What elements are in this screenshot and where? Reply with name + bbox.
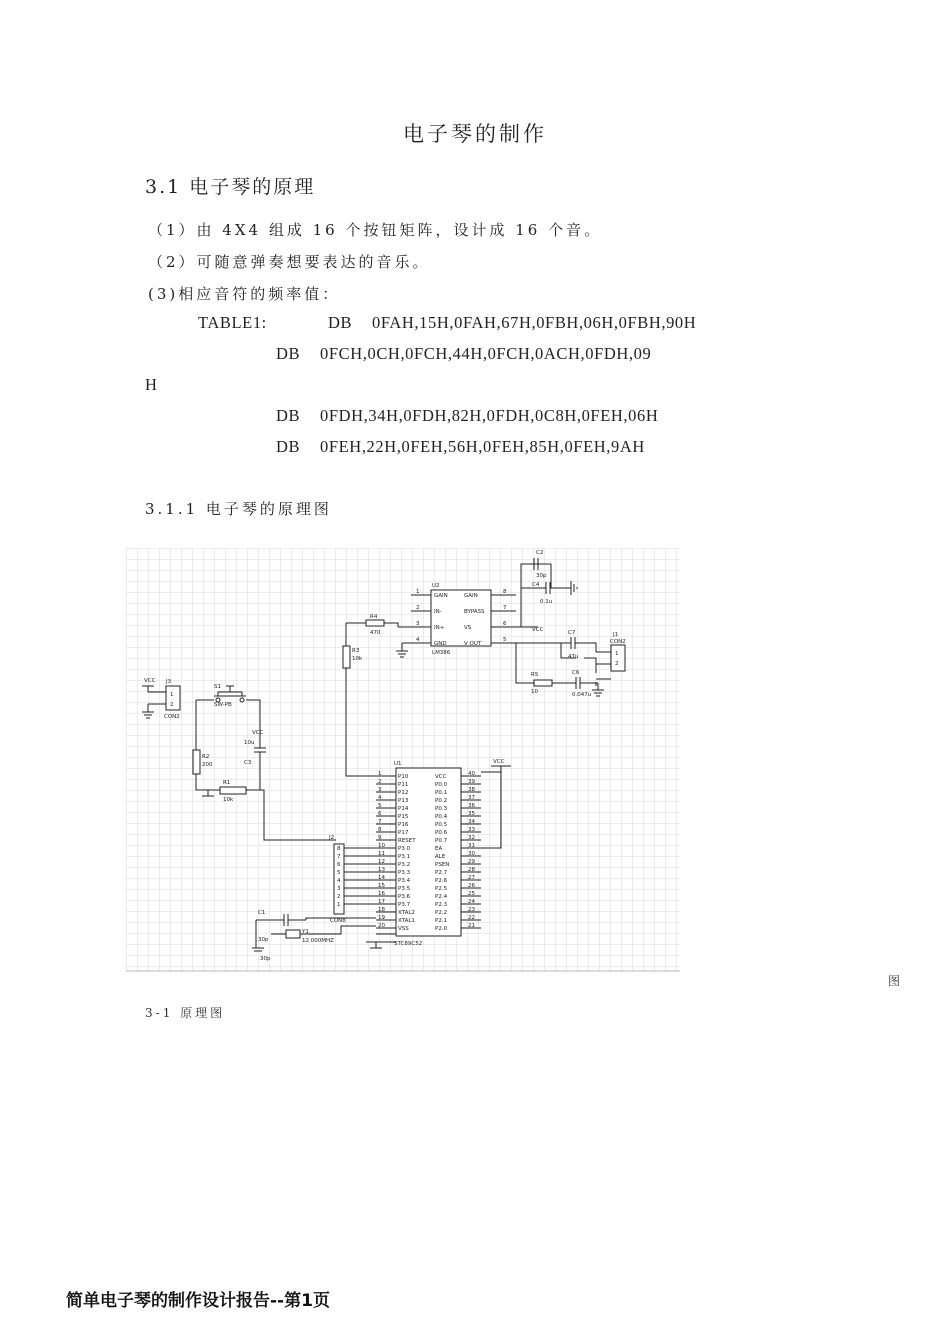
c2-xtal-value: 30p: [260, 956, 271, 962]
table-db-1: DB: [328, 313, 353, 332]
u1-pin-number: 34: [468, 819, 475, 825]
u1-pin-left-label: P3.4: [398, 878, 411, 884]
u1-pin-left-label: P3.2: [398, 862, 411, 868]
svg-text:3: 3: [416, 621, 420, 627]
u1-pin-left-label: P11: [398, 782, 409, 788]
u2-part: LM386: [432, 650, 451, 656]
page-title: 电子琴的制作: [403, 122, 547, 146]
c6-value: 0.047u: [572, 692, 592, 698]
r3-value: 10k: [352, 656, 363, 662]
u2-label: U2: [432, 583, 440, 589]
r4-label: R4: [370, 614, 378, 620]
u1-pin-left-label: P16: [398, 822, 409, 828]
c7-value: 47u: [568, 654, 579, 660]
u1-pin-number: 3: [378, 787, 382, 793]
s1-part: SW-PB: [214, 702, 232, 708]
u1-pin-right-label: P0.5: [435, 822, 448, 828]
u1-pin-number: 33: [468, 827, 475, 833]
u1-pin-number: 35: [468, 811, 475, 817]
u1-pin-left-label: P3.7: [398, 902, 411, 908]
j2-pin-number: 6: [337, 862, 341, 868]
page-footer: 简单电子琴的制作设计报告--第1页: [66, 1291, 330, 1311]
u2-pin-left-label: GND: [434, 641, 447, 647]
u1-pin-number: 37: [468, 795, 475, 801]
u2-pin-right-label: VS: [464, 625, 472, 631]
figure-caption-tail: 图: [888, 974, 904, 988]
r3-label: R3: [352, 648, 360, 654]
section-heading: 3.1 电子琴的原理: [145, 176, 316, 198]
c1-value: 30p: [258, 937, 269, 943]
svg-text:5: 5: [503, 637, 507, 643]
c1-label: C1: [258, 910, 266, 916]
j2-pin-number: 2: [337, 894, 341, 900]
table-row-2-wrap: H: [145, 375, 158, 394]
u1-pin-number: 38: [468, 787, 475, 793]
u1-pin-number: 31: [468, 843, 475, 849]
y1-label: Y1: [302, 929, 309, 935]
u1-pin-number: 4: [378, 795, 382, 801]
u1-pin-number: 7: [378, 819, 382, 825]
u1-pin-left-label: RESET: [398, 838, 416, 844]
svg-text:1: 1: [615, 651, 619, 657]
j2-pin-number: 3: [337, 886, 341, 892]
circuit-schematic: [126, 548, 680, 972]
u1-pin-number: 29: [468, 859, 475, 865]
u1-pin-number: 8: [378, 827, 382, 833]
svg-text:4: 4: [416, 637, 420, 643]
c3-value: 10u: [244, 740, 255, 746]
u1-pin-number: 6: [378, 811, 382, 817]
j2-pin-number: 7: [337, 854, 341, 860]
c2-label: C2: [536, 550, 544, 556]
table-db-2: DB: [276, 344, 301, 363]
u1-part: STC89C52: [394, 941, 423, 947]
u1-pin-right-label: P0.4: [435, 814, 448, 820]
table-row-3: 0FDH,34H,0FDH,82H,0FDH,0C8H,0FEH,06H: [320, 406, 659, 425]
u1-pin-right-label: VCC: [435, 774, 447, 780]
u1-pin-right-label: P2.0: [435, 926, 448, 932]
u1-pin-number: 30: [468, 851, 475, 857]
u1-pin-number: 39: [468, 779, 475, 785]
u1-pin-number: 5: [378, 803, 382, 809]
u2-pin-left-label: IN+: [434, 625, 445, 631]
u1-pin-number: 25: [468, 891, 475, 897]
subsection-heading: 3.1.1 电子琴的原理图: [145, 500, 332, 518]
vcc-label-u2: VCC: [532, 627, 544, 633]
u1-pin-number: 17: [378, 899, 385, 905]
u1-pin-number: 19: [378, 915, 385, 921]
j2-part: CON8: [330, 918, 346, 924]
u1-pin-left-label: XTAL1: [398, 918, 415, 924]
r4-value: 470: [370, 630, 381, 636]
s1-label: S1: [214, 684, 221, 690]
u1-pin-right-label: P2.3: [435, 902, 448, 908]
u1-pin-left-label: P14: [398, 806, 409, 812]
u1-pin-number: 26: [468, 883, 475, 889]
u1-pin-right-label: P2.5: [435, 886, 448, 892]
u1-pin-right-label: EA: [435, 846, 443, 852]
u1-pin-left-label: P17: [398, 830, 409, 836]
u1-pin-number: 36: [468, 803, 475, 809]
u1-pin-left-label: XTAL2: [398, 910, 415, 916]
j1-part: CON2: [610, 639, 626, 645]
r2-label: R2: [202, 754, 210, 760]
r5-label: R5: [531, 672, 539, 678]
list-item-1: （1）由 4X4 组成 16 个按钮矩阵，设计成 16 个音。: [148, 221, 603, 239]
u1-pin-left-label: P3.6: [398, 894, 411, 900]
table-row-4: 0FEH,22H,0FEH,56H,0FEH,85H,0FEH,9AH: [320, 437, 645, 456]
r1-value: 10k: [223, 797, 234, 803]
figure-caption: 3-1 原理图: [145, 1006, 226, 1020]
c3-label: C3: [244, 760, 252, 766]
j2-pin-number: 4: [337, 878, 341, 884]
j3-part: CON2: [164, 714, 180, 720]
table-row-2: 0FCH,0CH,0FCH,44H,0FCH,0ACH,0FDH,09: [320, 344, 652, 363]
u2-pin-right-label: BYPASS: [464, 609, 485, 615]
u1-pin-left-label: P3.1: [398, 854, 411, 860]
j2-pin-number: 8: [337, 846, 341, 852]
u1-pin-right-label: P0.0: [435, 782, 448, 788]
u1-pin-right-label: P0.7: [435, 838, 448, 844]
r2-value: 200: [202, 762, 213, 768]
u1-pin-number: 13: [378, 867, 385, 873]
u1-pin-left-label: P12: [398, 790, 409, 796]
j2-pin-number: 1: [337, 902, 341, 908]
u1-pin-number: 1: [378, 771, 382, 777]
u2-pin-right-label: V OUT: [464, 641, 482, 647]
svg-text:2: 2: [416, 605, 420, 611]
u1-pin-number: 15: [378, 883, 385, 889]
svg-text:1: 1: [416, 589, 420, 595]
svg-text:8: 8: [503, 589, 507, 595]
c4-label: C4: [532, 582, 540, 588]
vcc-label-reset: VCC: [252, 730, 264, 736]
u1-pin-left-label: VSS: [398, 926, 409, 932]
svg-text:6: 6: [503, 621, 507, 627]
u1-pin-number: 14: [378, 875, 385, 881]
u1-pin-number: 10: [378, 843, 385, 849]
svg-text:2: 2: [170, 702, 174, 708]
u1-pin-number: 11: [378, 851, 385, 857]
u1-pin-left-label: P3.0: [398, 846, 411, 852]
u1-pin-number: 20: [378, 923, 385, 929]
u1-label: U1: [394, 761, 402, 767]
c7-label: C7: [568, 630, 576, 636]
u1-pin-number: 2: [378, 779, 382, 785]
vcc-label-j3: VCC: [144, 678, 156, 684]
c2-value: 30p: [536, 573, 547, 579]
u1-pin-right-label: P2.1: [435, 918, 448, 924]
table-row-1: 0FAH,15H,0FAH,67H,0FBH,06H,0FBH,90H: [372, 313, 697, 332]
table-db-3: DB: [276, 406, 301, 425]
u1-pin-right-label: PSEN: [435, 862, 450, 868]
list-item-3: (3)相应音符的频率值：: [148, 285, 341, 303]
u1-pin-number: 16: [378, 891, 385, 897]
u1-pin-right-label: P0.1: [435, 790, 448, 796]
svg-text:1: 1: [170, 692, 174, 698]
u2-pin-left-label: IN-: [434, 609, 442, 615]
y1-value: 12.000MHZ: [302, 938, 334, 944]
u1-pin-left-label: P3.5: [398, 886, 411, 892]
u1-pin-number: 28: [468, 867, 475, 873]
r1-label: R1: [223, 780, 231, 786]
u1-pin-number: 9: [378, 835, 382, 841]
u1-pin-right-label: P2.2: [435, 910, 448, 916]
u1-pin-right-label: P0.3: [435, 806, 448, 812]
u1-pin-number: 32: [468, 835, 475, 841]
u1-pin-number: 21: [468, 923, 475, 929]
u1-pin-right-label: P2.7: [435, 870, 448, 876]
u1-pin-right-label: P2.6: [435, 878, 448, 884]
u1-pin-number: 22: [468, 915, 475, 921]
vcc-label-u1: VCC: [493, 759, 505, 765]
u1-pin-right-label: P0.2: [435, 798, 448, 804]
u1-pin-number: 12: [378, 859, 385, 865]
u1-pin-left-label: P13: [398, 798, 409, 804]
u1-pin-right-label: ALE: [435, 854, 446, 860]
amplifier-u2: [431, 583, 491, 656]
u2-pin-left-label: GAIN: [434, 593, 448, 599]
u1-pin-number: 27: [468, 875, 475, 881]
j2-label: J2: [329, 835, 335, 841]
u1-pin-number: 24: [468, 899, 475, 905]
u1-pin-left-label: P3.3: [398, 870, 411, 876]
r5-value: 10: [531, 689, 538, 695]
u1-pin-left-label: P10: [398, 774, 409, 780]
j1-label: J1: [613, 632, 619, 638]
u2-pin-right-label: GAIN: [464, 593, 478, 599]
list-item-2: （2）可随意弹奏想要表达的音乐。: [148, 253, 431, 271]
table-label: TABLE1:: [198, 313, 267, 332]
j3-label: J3: [166, 679, 172, 685]
svg-text:7: 7: [503, 605, 507, 611]
u1-pin-right-label: P0.6: [435, 830, 448, 836]
table-db-4: DB: [276, 437, 301, 456]
c6-label: C6: [572, 670, 580, 676]
u1-pin-number: 18: [378, 907, 385, 913]
j2-pin-number: 5: [337, 870, 341, 876]
svg-text:2: 2: [615, 661, 619, 667]
u1-pin-right-label: P2.4: [435, 894, 448, 900]
u1-pin-number: 23: [468, 907, 475, 913]
u1-pin-left-label: P15: [398, 814, 409, 820]
u1-pin-number: 40: [468, 771, 475, 777]
c4-value: 0.1u: [540, 599, 553, 605]
